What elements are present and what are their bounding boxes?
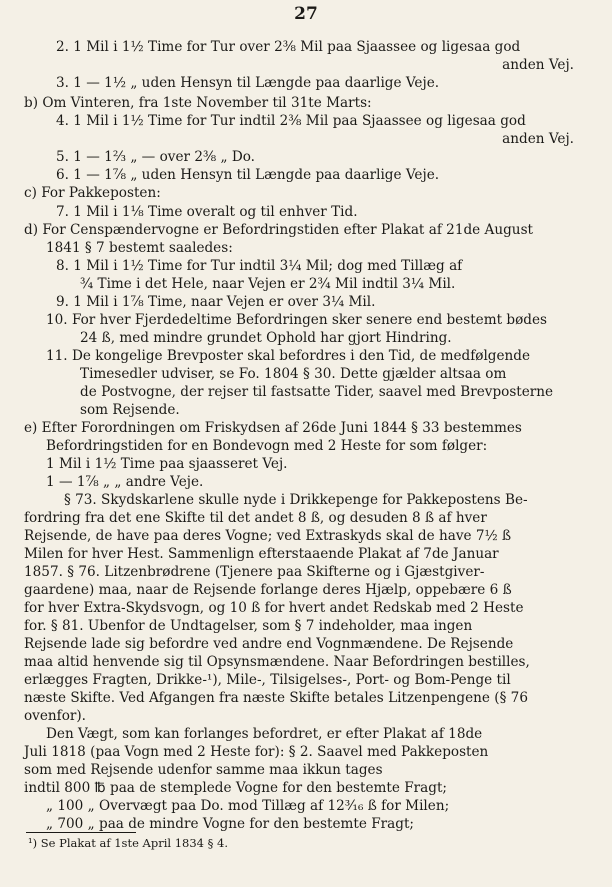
footnote: ¹) Se Plakat af 1ste April 1834 § 4.: [28, 836, 229, 850]
text-line: 6. 1 — 1⅞ „ uden Hensyn til Længde paa daarlige Veje.: [56, 167, 440, 183]
text-line: næste Skifte. Ved Afgangen fra næste Skifte betales Litzenpengene (§ 76: [24, 690, 528, 706]
text-line: 24 ß, med mindre grundet Ophold har gjort Hindring.: [80, 330, 452, 346]
text-line: 2. 1 Mil i 1½ Time for Tur over 2⅜ Mil paa Sjaassee og ligesaa god: [56, 39, 521, 55]
text-line: som Rejsende.: [80, 402, 180, 418]
text-line: 11. De kongelige Brevposter skal befordres i den Tid, de medfølgende: [46, 348, 531, 364]
text-line: 4. 1 Mil i 1½ Time for Tur indtil 2⅜ Mil paa Sjaassee og ligesaa god: [56, 113, 526, 129]
text-line: Timesedler udviser, se Fo. 1804 § 30. Dette gjælder altsaa om: [80, 366, 507, 382]
text-line: de Postvogne, der rejser til fastsatte Tider, saavel med Brevposterne: [80, 384, 554, 400]
text-line: Milen for hver Hest. Sammenlign efterstaaende Plakat af 7de Januar: [24, 546, 499, 562]
text-line: 1841 § 7 bestemt saaledes:: [46, 240, 233, 256]
text-line: § 73. Skydskarlene skulle nyde i Drikkepenge for Pakkepostens Be-: [64, 492, 528, 508]
text-line: Juli 1818 (paa Vogn med 2 Heste for): § 2. Saavel med Pakkeposten: [24, 744, 489, 760]
text-line: anden Vej.: [502, 57, 574, 73]
footnote-rule: [26, 832, 136, 833]
text-line: erlægges Fragten, Drikke-¹), Mile-, Tilsigelses-, Port- og Bom-Penge til: [24, 672, 511, 688]
text-line: c) For Pakkeposten:: [24, 185, 161, 201]
text-line: 7. 1 Mil i 1⅛ Time overalt og til enhver Tid.: [56, 204, 358, 220]
text-line: som med Rejsende udenfor samme maa ikkun tages: [24, 762, 383, 778]
text-line: ovenfor).: [24, 708, 87, 724]
text-line: 8. 1 Mil i 1½ Time for Tur indtil 3¼ Mil; dog med Tillæg af: [56, 258, 463, 274]
text-line: gaardene) maa, naar de Rejsende forlange deres Hjælp, oppebære 6 ß: [24, 582, 512, 598]
text-line: for. § 81. Ubenfor de Undtagelser, som § 7 indeholder, maa ingen: [24, 618, 473, 634]
text-line: e) Efter Forordningen om Friskydsen af 26de Juni 1844 § 33 bestemmes: [24, 420, 522, 436]
text-line: for hver Extra-Skydsvogn, og 10 ß for hvert andet Redskab med 2 Heste: [24, 600, 524, 616]
text-line: Rejsende, de have paa deres Vogne; ved Extraskyds skal de have 7½ ß: [24, 528, 512, 544]
text-line: fordring fra det ene Skifte til det andet 8 ß, og desuden 8 ß af hver: [24, 510, 487, 526]
text-line: 1 Mil i 1½ Time paa sjaasseret Vej.: [46, 456, 288, 472]
page-number: 27: [294, 4, 318, 24]
text-line: Befordringstiden for en Bondevogn med 2 Heste for som følger:: [46, 438, 488, 454]
text-line: 1857. § 76. Litzenbrødrene (Tjenere paa Skifterne og i Gjæstgiver-: [24, 564, 485, 580]
text-line: maa altid henvende sig til Opsynsmændene. Naar Befordringen bestilles,: [24, 654, 530, 670]
text-line: Rejsende lade sig befordre ved andre end Vognmændene. De Rejsende: [24, 636, 514, 652]
text-line: b) Om Vinteren, fra 1ste November til 31te Marts:: [24, 95, 372, 111]
text-line: 3. 1 — 1½ „ uden Hensyn til Længde paa daarlige Veje.: [56, 75, 440, 91]
text-line: Den Vægt, som kan forlanges befordret, er efter Plakat af 18de: [46, 726, 483, 742]
text-line: indtil 800 ℔ paa de stemplede Vogne for den bestemte Fragt;: [24, 780, 447, 796]
text-line: 9. 1 Mil i 1⅞ Time, naar Vejen er over 3¼ Mil.: [56, 294, 376, 310]
text-line: ¾ Time i det Hele, naar Vejen er 2¾ Mil indtil 3¼ Mil.: [80, 276, 456, 292]
text-line: anden Vej.: [502, 131, 574, 147]
text-line: „ 100 „ Overvægt paa Do. mod Tillæg af 12³⁄₁₆ ß for Milen;: [46, 798, 450, 814]
text-line: 10. For hver Fjerdedeltime Befordringen sker senere end bestemt bødes: [46, 312, 547, 328]
text-line: d) For Censpændervogne er Befordringstiden efter Plakat af 21de August: [24, 222, 534, 238]
text-line: „ 700 „ paa de mindre Vogne for den bestemte Fragt;: [46, 816, 415, 832]
text-line: 5. 1 — 1⅔ „ — over 2⅜ „ Do.: [56, 149, 256, 165]
text-line: 1 — 1⅞ „ „ andre Veje.: [46, 474, 204, 490]
